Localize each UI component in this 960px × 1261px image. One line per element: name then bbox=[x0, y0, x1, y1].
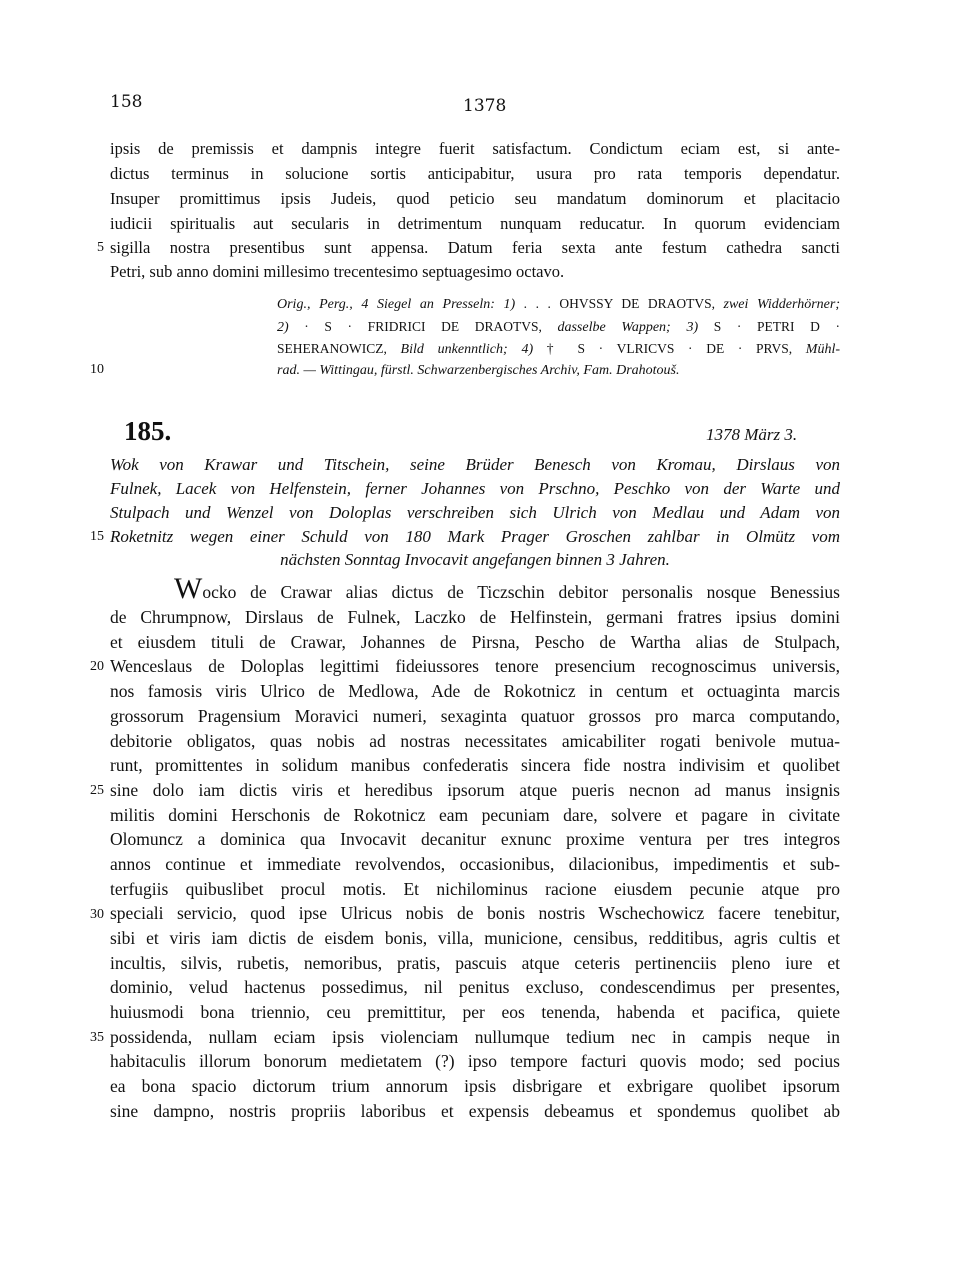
text-line: sigilla nostra presentibus sunt appensa. Datum feria sexta ante festum cathedra sancti bbox=[110, 238, 840, 257]
line-number: 10 bbox=[90, 362, 104, 377]
text-line: speciali servicio, quod ipse Ulricus nobis de bonis nostris Wschechowicz facere tenebitur, bbox=[110, 903, 840, 923]
text-line: nos famosis viris Ulrico de Medlowa, Ade de Rokotnicz in centum et octuaginta marcis bbox=[110, 681, 840, 701]
note-line: Orig., Perg., 4 Siegel an Presseln: 1) . . . OHVSSY DE DRAOTVS, zwei Widderhörner; bbox=[277, 296, 840, 312]
regest-line: Fulnek, Lacek von Helfenstein, ferner Johannes von Prschno, Peschko von der Warte und bbox=[110, 479, 840, 498]
line-number: 20 bbox=[90, 659, 104, 674]
text-line: ipsis de premissis et dampnis integre fuerit satisfactum. Condictum eciam est, si ante- bbox=[110, 139, 840, 158]
text-line: sibi et viris iam dictis de eisdem bonis, villa, municione, censibus, redditibus, agris cultis et bbox=[110, 928, 840, 948]
initial-letter: W bbox=[174, 572, 203, 605]
text-line: iudicii spiritualis aut secularis in detrimentum nunquam reducatur. In quorum evidenciam bbox=[110, 214, 840, 233]
text-line: de Chrumpnow, Dirslaus de Fulnek, Laczko de Helfinstein, germani fratres ipsius domini bbox=[110, 607, 840, 627]
text-line: incultis, silvis, rubetis, nemoribus, pratis, pascuis atque ceteris pertinenciis pleno iure et bbox=[110, 953, 840, 973]
document-number: 185. bbox=[124, 416, 172, 446]
text-line: Insuper promittimus ipsis Judeis, quod peticio seu mandatum dominorum et placitacio bbox=[110, 189, 840, 208]
line-number: 25 bbox=[90, 783, 104, 798]
document-date: 1378 März 3. bbox=[706, 425, 798, 444]
text-line: Wenceslaus de Doloplas legittimi fideiussores tenore presencium recognoscimus universis, bbox=[110, 656, 840, 676]
text-line: debitorie obligatos, quas nobis ad nostras necessitates amicabiliter rogati benivole mutua- bbox=[110, 731, 840, 751]
text-line: Olomuncz a dominica qua Invocavit decanitur exnunc proxime ventura per tres integros bbox=[110, 829, 840, 849]
text-line: terfugiis quibuslibet procul motis. Et nichilominus racione eiusdem pecunie atque pro bbox=[110, 879, 840, 899]
text-line: Wocko de Crawar alias dictus de Ticzschin debitor personalis nosque Benessius bbox=[174, 572, 840, 605]
text-line: possidenda, nullam eciam ipsis violenciam nullumque tedium nec in campis neque in bbox=[110, 1027, 840, 1047]
regest-line: Stulpach und Wenzel von Doloplas verschreiben sich Ulrich von Medlau und Adam von bbox=[110, 503, 840, 522]
line-number: 5 bbox=[97, 240, 104, 255]
line-number: 35 bbox=[90, 1030, 104, 1045]
text-line: militis domini Herschonis de Rokotnicz eam pecuniam dare, solvere et pagare in civitate bbox=[110, 805, 840, 825]
text-line: runt, promittentes in solidum manibus confederatis sincera fide nostra indivisim et quolibet bbox=[110, 755, 840, 775]
regest-line: Wok von Krawar und Titschein, seine Brüder Benesch von Kromau, Dirslaus von bbox=[110, 455, 840, 474]
note-line: SEHERANOWICZ, Bild unkenntlich; 4) † S · VLRICVS · DE · PRVS, Mühl- bbox=[277, 341, 840, 357]
running-header-year: 1378 bbox=[463, 96, 507, 116]
line-number: 30 bbox=[90, 907, 104, 922]
text-line: sine dolo iam dictis viris et heredibus ipsorum atque pueris necnon ad manus insignis bbox=[110, 780, 840, 800]
text-line: annos continue et immediate revolvendos, occasionibus, dilacionibus, impedimentis et sub- bbox=[110, 854, 840, 874]
note-line: rad. — Wittingau, fürstl. Schwarzenbergisches Archiv, Fam. Drahotouš. bbox=[277, 363, 680, 378]
text-line: ea bona spacio dictorum trium annorum ipsis disbrigare et exbrigare quolibet ipsorum bbox=[110, 1076, 840, 1096]
text-line: grossorum Pragensium Moravici numeri, sexaginta quatuor grossos pro marca computando, bbox=[110, 706, 840, 726]
text-line: habitaculis illorum bonorum medietatem (?) ipso tempore facturi quovis modo; sed pocius bbox=[110, 1051, 840, 1071]
text-line: huiusmodi bona triennio, ceu premittitur, per eos tenenda, habenda et pacifica, quiete bbox=[110, 1002, 840, 1022]
text-line: sine dampno, nostris propriis laboribus et expensis debeamus et spondemus quolibet ab bbox=[110, 1101, 840, 1121]
page-number: 158 bbox=[110, 92, 143, 112]
line-number: 15 bbox=[90, 529, 104, 544]
text-line: Petri, sub anno domini millesimo trecentesimo septuagesimo octavo. bbox=[110, 262, 565, 281]
page-header bbox=[110, 92, 840, 122]
text-line: dominio, velud hactenus possedimus, nil penitus excluso, condescendimus per presentes, bbox=[110, 977, 840, 997]
text-line: dictus terminus in solucione sortis anticipabitur, usura pro rata temporis dependatur. bbox=[110, 164, 840, 183]
regest-line: nächsten Sonntag Invocavit angefangen binnen 3 Jahren. bbox=[280, 550, 670, 569]
text-line: et eiusdem tituli de Crawar, Johannes de Pirsna, Pescho de Wartha alias de Stulpach, bbox=[110, 632, 840, 652]
regest-line: Roketnitz wegen einer Schuld von 180 Mark Prager Groschen zahlbar in Olmütz vom bbox=[110, 527, 840, 546]
note-line: 2) · S · FRIDRICI DE DRAOTVS, dasselbe Wappen; 3) S · PETRI D · bbox=[277, 319, 841, 335]
